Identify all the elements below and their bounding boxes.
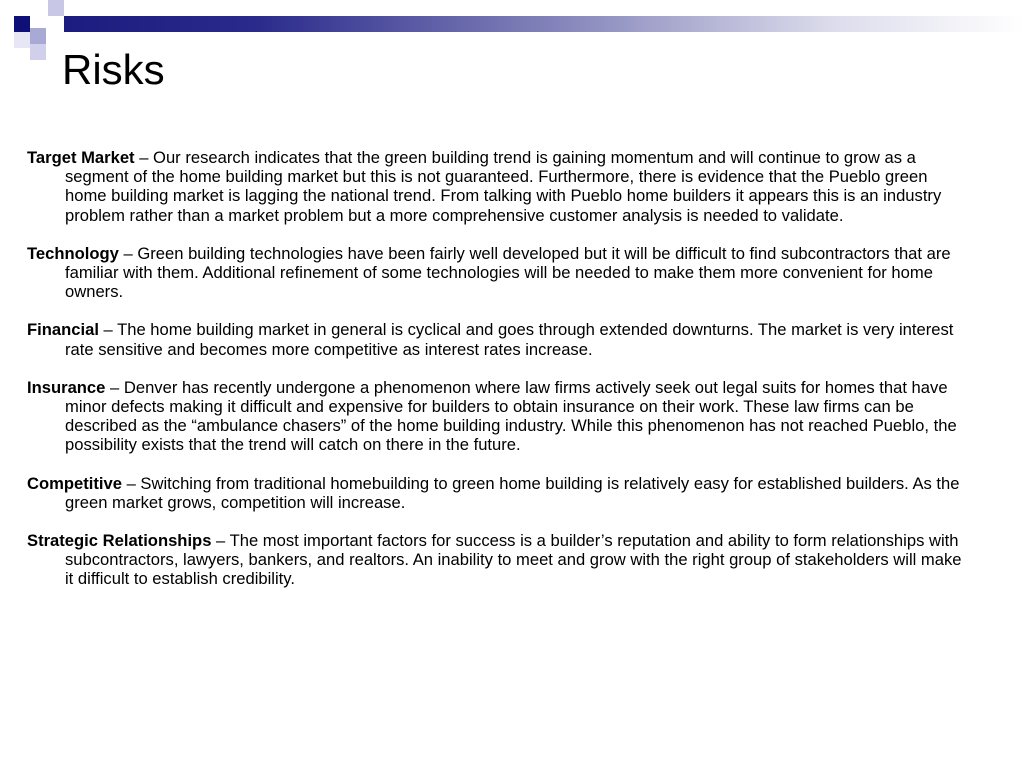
risk-dash: – bbox=[105, 377, 124, 397]
risk-text: Denver has recently undergone a phenomenon where law firms actively seek out legal suits for homes that have minor defects making it difficult and expensive for builders to obtain insurance on their work. These law firms can be described as the “ambulance chasers” of the home building industry. While this phenomenon has not reached Pueblo, the possibility exists that the trend will catch on there in the future. bbox=[65, 377, 957, 455]
risk-dash: – bbox=[118, 243, 138, 263]
risk-label: Target Market bbox=[27, 148, 135, 167]
decorative-square bbox=[30, 44, 46, 60]
risk-text: Our research indicates that the green building trend is gaining momentum and will continue to grow as a segment of the home building market but this is not guaranteed. Furthermore, there is evidence that the Pueblo green home building market is lagging the national trend. From talking with Pueblo home builders it appears this is an industry problem rather than a market problem but a more comprehensive customer analysis is needed to validate. bbox=[65, 148, 942, 225]
risk-dash: – bbox=[98, 320, 118, 340]
risk-label: Competitive bbox=[27, 473, 122, 493]
decorative-square bbox=[14, 32, 30, 48]
risk-item-insurance bbox=[27, 378, 972, 455]
decorative-square bbox=[30, 28, 46, 44]
risk-text: Green building technologies have been fairly well developed but it will be difficult to find subcontractors that are familiar with them. Additional refinement of some technologies will be needed to make them more convenient for home owners. bbox=[65, 243, 951, 302]
decorative-square bbox=[14, 16, 30, 32]
risk-item-financial bbox=[27, 320, 972, 358]
header-gradient-bar bbox=[64, 16, 1024, 32]
slide-title: Risks bbox=[62, 46, 165, 93]
risk-item-target-market bbox=[27, 148, 972, 225]
risk-text: Switching from traditional homebuilding to green home building is relatively easy for established builders. As the green market grows, competition will increase. bbox=[65, 473, 960, 512]
risk-label: Strategic Relationships bbox=[27, 531, 212, 551]
decorative-square bbox=[48, 28, 64, 44]
risk-dash: – bbox=[121, 473, 141, 493]
risk-item-competitive bbox=[27, 474, 972, 512]
decorative-square bbox=[48, 0, 64, 16]
risk-item-technology bbox=[27, 244, 972, 302]
risk-label: Financial bbox=[27, 320, 99, 340]
risk-dash: – bbox=[211, 531, 230, 551]
risk-text: The most important factors for success is a builder’s reputation and ability to form relationships with subcontractors, lawyers, bankers, and realtors. An inability to meet and grow with the right group of stakeholders will make it difficult to establish credibility. bbox=[65, 531, 962, 589]
risk-dash: – bbox=[134, 148, 154, 167]
risk-label: Technology bbox=[27, 243, 119, 263]
risk-item-strategic-relationships bbox=[27, 531, 972, 589]
risk-label: Insurance bbox=[27, 377, 106, 397]
risk-text: The home building market in general is cyclical and goes through extended downturns. The market is very interest rate sensitive and becomes more competitive as interest rates increase. bbox=[65, 320, 954, 359]
risk-list bbox=[27, 148, 972, 608]
